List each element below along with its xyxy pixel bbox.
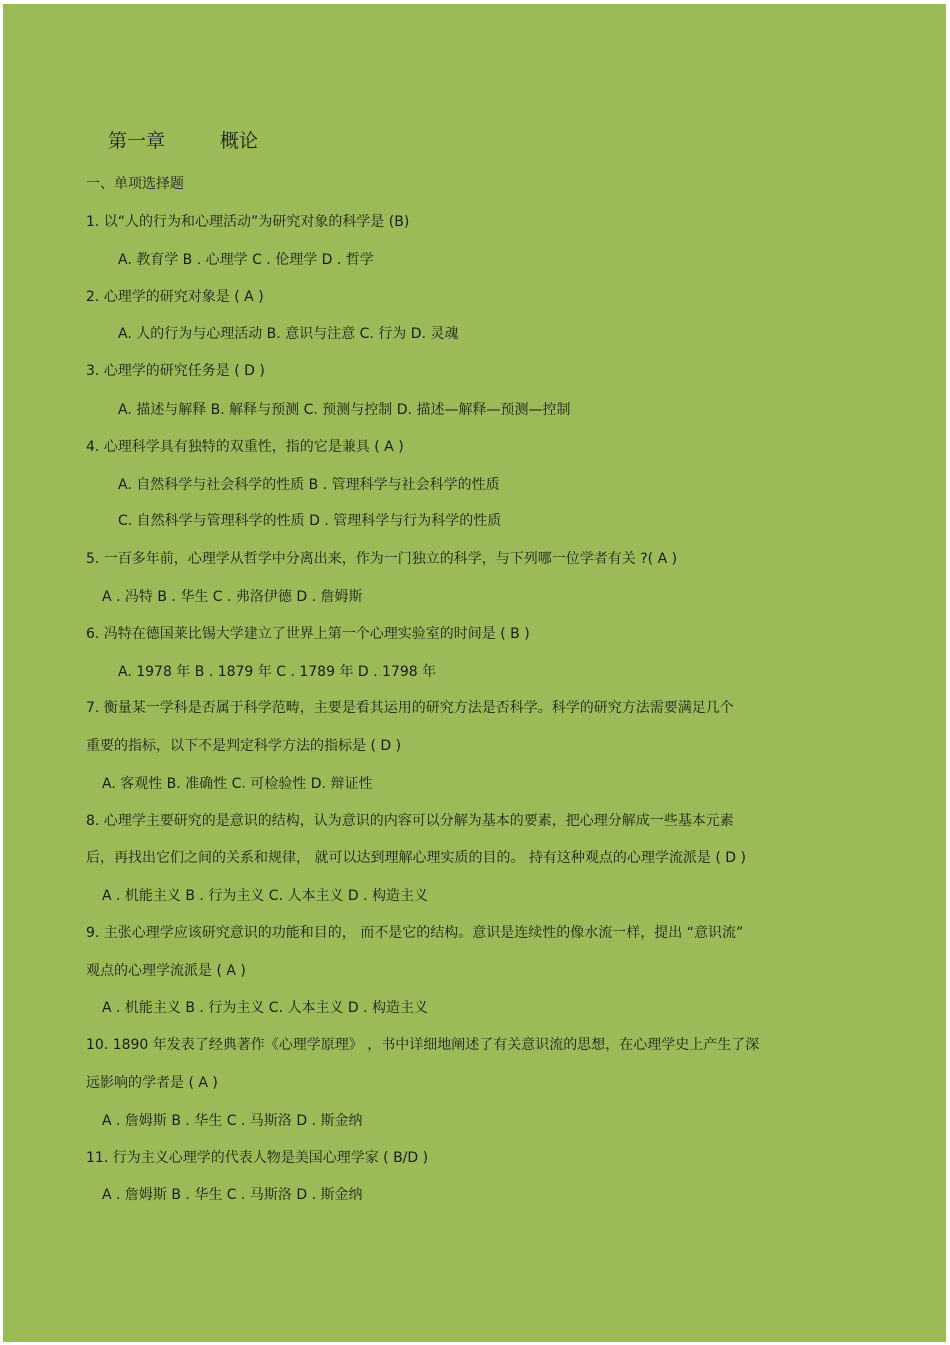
options-7: A. 客观性 B. 准确性 C. 可检验性 D. 辩证性 (102, 776, 373, 792)
question-6: 6. 冯特在德国莱比锡大学建立了世界上第一个心理实验室的时间是 ( B ) (86, 626, 530, 642)
options-11: A . 詹姆斯 B . 华生 C . 马斯洛 D . 斯金纳 (102, 1187, 363, 1203)
question-8-line2: 后，再找出它们之间的关系和规律， 就可以达到理解心理实质的目的。 持有这种观点的心理学流派是 ( D ) (86, 850, 746, 866)
question-10-line2: 远影响的学者是 ( A ) (86, 1075, 218, 1091)
options-5: A . 冯特 B . 华生 C . 弗洛伊德 D . 詹姆斯 (102, 589, 363, 605)
options-4-cd: C. 自然科学与管理科学的性质 D . 管理科学与行为科学的性质 (118, 513, 502, 529)
question-9-line1: 9. 主张心理学应该研究意识的功能和目的， 而不是它的结构。意识是连续性的像水流一样，提出 “意识流” (86, 925, 744, 941)
options-3: A. 描述与解释 B. 解释与预测 C. 预测与控制 D. 描述—解释—预测—控制 (118, 402, 571, 418)
chapter-number: 第一章 (108, 130, 166, 152)
question-11: 11. 行为主义心理学的代表人物是美国心理学家 ( B/D ) (86, 1150, 429, 1166)
question-5: 5. 一百多年前，心理学从哲学中分离出来，作为一门独立的科学，与下列哪一位学者有关 ?( A ) (86, 551, 678, 567)
options-4-ab: A. 自然科学与社会科学的性质 B . 管理科学与社会科学的性质 (118, 477, 500, 493)
options-8: A . 机能主义 B . 行为主义 C. 人本主义 D . 构造主义 (102, 888, 429, 904)
question-1: 1. 以“人的行为和心理活动”为研究对象的科学是 (B) (86, 214, 410, 230)
question-10-line1: 10. 1890 年发表了经典著作《心理学原理》 ，书中详细地阐述了有关意识流的思想，在心理学史上产生了深 (86, 1037, 760, 1053)
options-10: A . 詹姆斯 B . 华生 C . 马斯洛 D . 斯金纳 (102, 1113, 363, 1129)
question-8-line1: 8. 心理学主要研究的是意识的结构，认为意识的内容可以分解为基本的要素，把心理分解成一些基本元素 (86, 813, 734, 829)
options-9: A . 机能主义 B . 行为主义 C. 人本主义 D . 构造主义 (102, 1000, 429, 1016)
options-2: A. 人的行为与心理活动 B. 意识与注意 C. 行为 D. 灵魂 (118, 326, 459, 342)
question-7-line1: 7. 衡量某一学科是否属于科学范畴，主要是看其运用的研究方法是否科学。科学的研究方法需要满足几个 (86, 700, 734, 716)
question-9-line2: 观点的心理学流派是 ( A ) (86, 963, 246, 979)
question-3: 3. 心理学的研究任务是 ( D ) (86, 363, 265, 379)
options-1: A. 教育学 B . 心理学 C . 伦理学 D . 哲学 (118, 252, 374, 268)
section-heading: 一、单项选择题 (86, 176, 184, 192)
question-4: 4. 心理科学具有独特的双重性，指的它是兼具 ( A ) (86, 439, 404, 455)
question-2: 2. 心理学的研究对象是 ( A ) (86, 289, 264, 305)
options-6: A. 1978 年 B . 1879 年 C . 1789 年 D . 1798 年 (118, 664, 437, 680)
chapter-title: 概论 (220, 130, 259, 152)
question-7-line2: 重要的指标，以下不是判定科学方法的指标是 ( D ) (86, 738, 402, 754)
